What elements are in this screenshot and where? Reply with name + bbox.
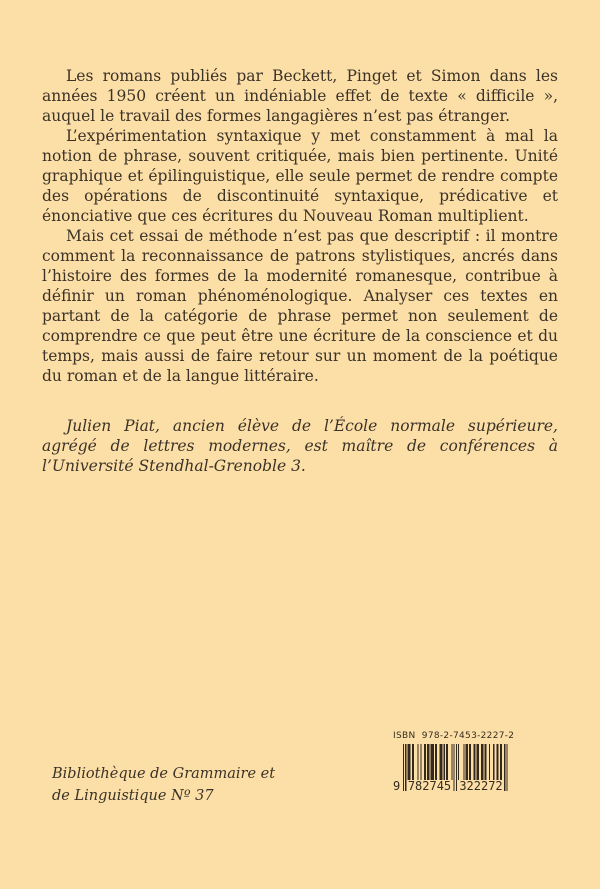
ean-right-digits: 322272 [459, 779, 503, 793]
blurb-paragraph-1: Les romans publiés par Beckett, Pinget et Simon dans les années 1950 créent un indéniable effet de texte « difficile », auquel le travail des formes langagières n’est pas étranger. [42, 67, 558, 125]
series-title [52, 763, 275, 807]
author-bio: Julien Piat, ancien élève de l’École normale supérieure, agrégé de lettres modernes, est maître de conférences à l’Université Stendhal-Grenoble 3. [42, 417, 558, 475]
blurb-paragraph-3: Mais cet essai de méthode n’est pas que descriptif : il montre comment la reconnaissance de patrons stylistiques, ancrés dans l’histoire des formes de la modernité romanesque, contribue à définir un roman phénoménologique. Analyser ces textes en partant de la catégorie de phrase permet non seulement de comprendre ce que peut être une écriture de la conscience et du temps, mais aussi de faire retour sur un moment de la poétique du roman et de la langue littéraire. [42, 227, 558, 385]
series-line-2: de Linguistique Nº 37 [52, 788, 214, 804]
blurb [42, 66, 558, 476]
ean-left-digits: 782745 [407, 779, 452, 793]
isbn-barcode [393, 731, 515, 799]
blurb-paragraph-2: L’expérimentation syntaxique y met constamment à mal la notion de phrase, souvent critiquée, mais bien pertinente. Unité graphique et épilinguistique, elle seule permet de rendre compte des opérations de discontinuité syntaxique, prédicative et énonciative que ces écritures du Nouveau Roman multiplient. [42, 127, 558, 225]
series-line-1: Bibliothèque de Grammaire et [52, 766, 276, 782]
isbn-label: ISBN 978-2-7453-2227-2 [393, 731, 515, 741]
ean-lead-digit: 9 [393, 779, 401, 793]
